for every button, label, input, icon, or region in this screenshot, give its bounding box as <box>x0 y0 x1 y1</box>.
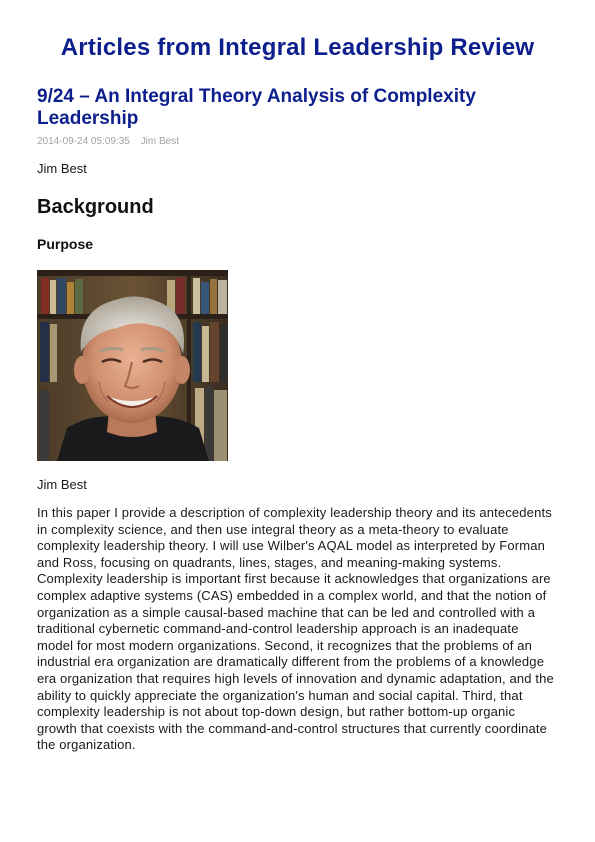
article-timestamp: 2014-09-24 05:09:35 <box>37 136 130 147</box>
page-title: Articles from Integral Leadership Review <box>60 34 535 61</box>
article-meta <box>37 136 179 147</box>
body-paragraph: In this paper I provide a description of complexity leadership theory and its antecedents in complexity science, and then use integral theory as a meta-theory to evaluate complexity leadership theory. I will use Wilber's AQAL model as interpreted by Forman and Ross, focusing on quadrants, lines, stages, and meaning-making systems. Complexity leadership is important first because it acknowledges that organizations are complex adaptive systems (CAS) embedded in a complex world, and that the notion of organization as a simple causal-based machine that can be led and controlled with a traditional cybernetic command-and-control leadership approach is an inadequate model for most modern organizations. Second, it recognizes that the problems of an industrial era organization are dramatically different from the problems of a knowledge era organization that requires high levels of innovation and dynamic adaptation, and the ability to quickly appreciate the organization's human and social capital. Third, that complexity leadership is not about top-down design, but rather bottom-up organic growth that coexists with the command-and-control structures that currently coordinate the organization. <box>37 505 554 753</box>
photo-caption: Jim Best <box>37 477 87 492</box>
article-meta-author: Jim Best <box>140 136 179 147</box>
section-heading: Background <box>37 196 154 218</box>
author-photo <box>37 270 228 461</box>
author-name: Jim Best <box>37 161 87 176</box>
sub-heading: Purpose <box>37 236 94 252</box>
article-title[interactable]: 9/24 – An Integral Theory Analysis of Complexity Leadership <box>37 86 476 129</box>
